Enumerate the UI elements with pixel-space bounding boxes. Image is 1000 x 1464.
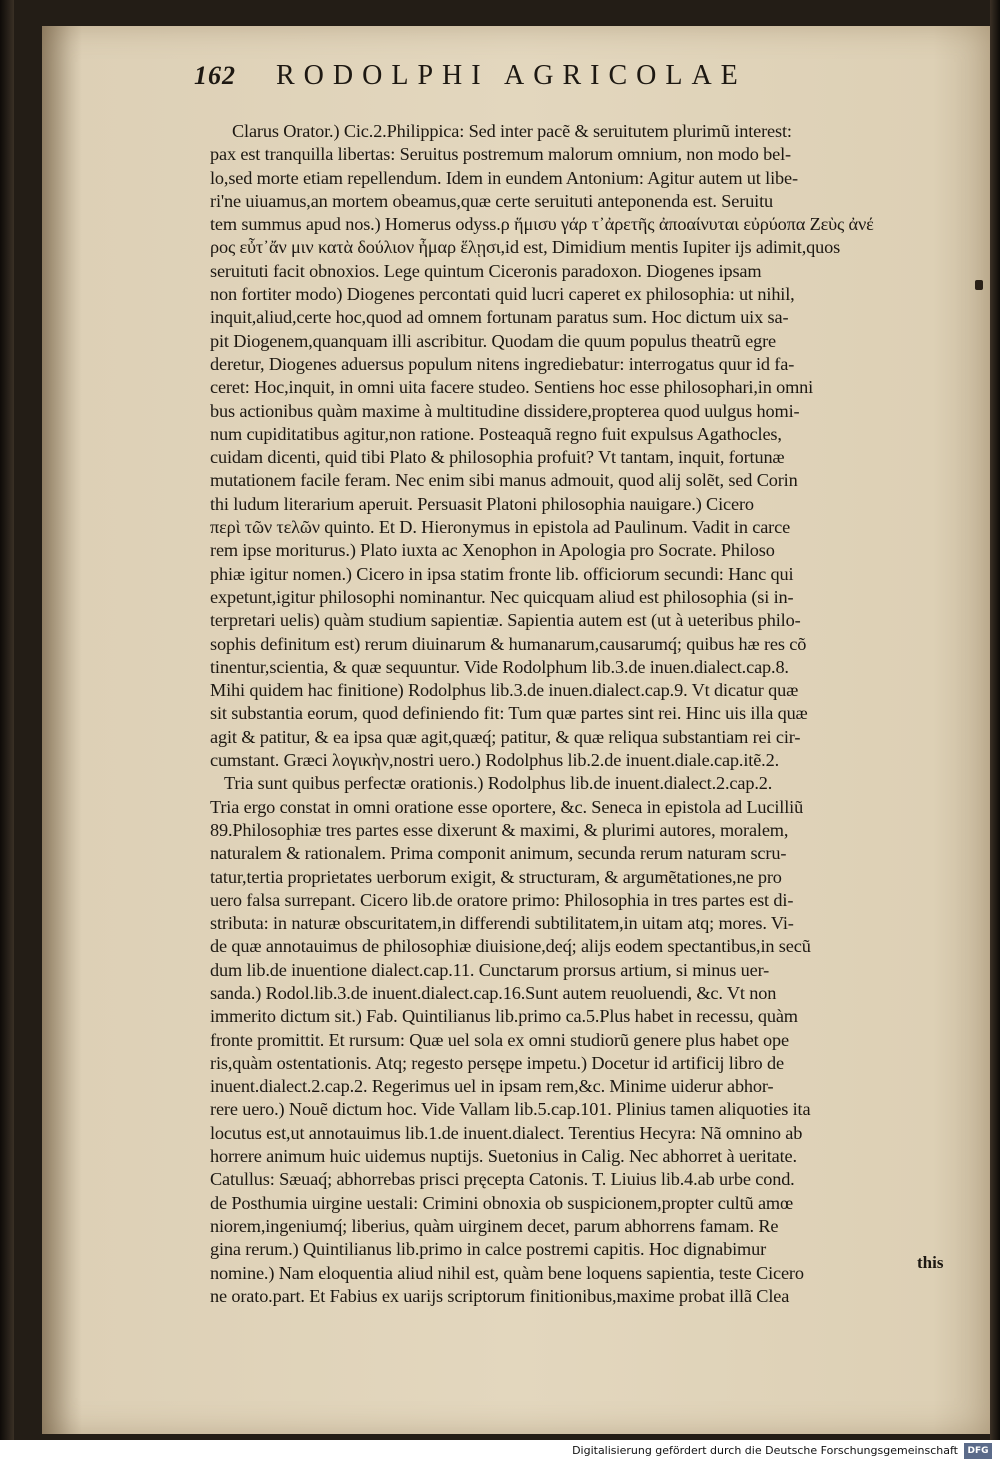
text-line: thi ludum literarium aperuit. Persuasit Platoni philosophia nauigare.) Cicero xyxy=(210,493,754,514)
funding-credit: Digitalisierung gefördert durch die Deutsche Forschungsgemeinschaft xyxy=(572,1444,958,1457)
text-line: sophis definitum est) rerum diuinarum & humanarum,causarumq́; quibus hæ res cõ xyxy=(210,633,807,654)
text-line: immerito dictum sit.) Fab. Quintilianus lib.primo ca.5.Plus habet in recessu, quàm xyxy=(210,1006,798,1027)
text-line: agit & patitur, & ea ipsa quæ agit,quæq́; patitur, & quæ reliqua substantiam rei cir- xyxy=(210,726,801,747)
text-line: pax est tranquilla libertas: Seruitus postremum malorum omnium, non modo bel- xyxy=(210,144,791,165)
text-line: phiæ igitur nomen.) Cicero in ipsa statim fronte lib. officiorum secundi: Hanc qui xyxy=(210,563,794,584)
text-line: seruituti facit obnoxios. Lege quintum Ciceronis paradoxon. Diogenes ipsam xyxy=(210,260,762,281)
text-line: cuidam dicenti, quid tibi Plato & philosophia profuit? Vt tantam, inquit, fortunæ xyxy=(210,447,785,468)
text-line: expetunt,igitur philosophi nominantur. Nec quicquam aliud est philosophia (si in- xyxy=(210,586,794,607)
catchword: this xyxy=(917,1253,944,1272)
text-line: niorem,ingeniumq́; liberius, quàm uirginem decet, parum abhorrens famam. Re xyxy=(210,1215,779,1236)
text-line: non fortiter modo) Diogenes percontati quid lucri caperet ex philosophia: ut nihil, xyxy=(210,284,795,305)
text-line: ne orato.part. Et Fabius ex uarijs scriptorum finitionibus,maxime probat illã Clea xyxy=(210,1285,790,1306)
text-line: deretur, Diogenes aduersus populum nitens ingrediebatur: interrogatus quur id fa- xyxy=(210,353,795,374)
scan-border-left xyxy=(0,0,14,1440)
text-line: terpretari uelis) quàm studium sapientiæ. Sapientia autem est (ut à ueteribus philo- xyxy=(210,610,801,631)
text-line: ri'ne uiuamus,an mortem obeamus,quæ certe seruituti anteponenda est. Seruitu xyxy=(210,190,774,211)
running-title: RODOLPHI AGRICOLAE xyxy=(276,60,747,91)
text-line: Tria ergo constat in omni oratione esse oportere, &c. Seneca in epistola ad Lucilliũ xyxy=(210,796,804,817)
text-line: tatur,tertia proprietates uerborum exigit, & structuram, & argumẽtationes,ne pro xyxy=(210,866,782,887)
running-head xyxy=(194,60,894,96)
text-line: περὶ τῶν τελῶν quinto. Et D. Hieronymus in epistola ad Paulinum. Vadit in carce xyxy=(210,517,791,538)
text-line: num cupiditatibus agitur,non ratione. Posteaquã regno fuit expulsus Agathocles, xyxy=(210,423,782,444)
text-line: locutus est,ut annotauimus lib.1.de inuent.dialect. Terentius Hecyra: Nã omnino ab xyxy=(210,1122,803,1143)
text-line: mutationem facile feram. Nec enim sibi manus admouit, quod alij solẽt, sed Corin xyxy=(210,470,798,491)
text-line: dum lib.de inuentione dialect.cap.11. Cunctarum prorsus artium, si minus uer- xyxy=(210,959,770,980)
text-line: bus actionibus quàm maxime à multitudine dissidere,propterea quod uulgus homi- xyxy=(210,400,800,421)
text-line: tem summus apud nos.) Homerus odyss.ρ ἥμισυ γάρ τ᾽ἀρετῆς ἀποαίνυται εὐρύοπα Ζεὺς ἀνέ xyxy=(210,214,874,235)
text-line: Clarus Orator.) Cic.2.Philippica: Sed inter pacẽ & seruitutem plurimũ interest: xyxy=(232,121,792,141)
text-line: horrere animum huic uidemus nuptijs. Suetonius in Calig. Nec abhorret à ueritate. xyxy=(210,1146,797,1167)
scan-border-right xyxy=(990,0,1000,1440)
text-line: naturalem & rationalem. Prima componit animum, secunda rerum naturam scru- xyxy=(210,843,787,864)
text-line: uero falsa surrepant. Cicero lib.de oratore primo: Philosophia in tres partes est di- xyxy=(210,889,794,910)
text-line: Catullus: Sæuaq́; abhorrebas prisci pręcepta Catonis. T. Liuius lib.4.ab urbe cond. xyxy=(210,1169,795,1190)
text-line: ρος εὖτ᾽ἄν μιν κατὰ δούλιον ἦμαρ ἕλῃσι,id est, Dimidium mentis Iupiter ijs adimit,quos xyxy=(210,237,841,258)
text-line: ceret: Hoc,inquit, in omni uita facere studeo. Sentiens hoc esse philosophari,in omni xyxy=(210,377,814,398)
text-line: stributa: in naturæ obscuritatem,in differendi subtilitatem,in uitam atq; mores. Vi- xyxy=(210,913,794,934)
ink-mark xyxy=(975,280,983,290)
text-line: rem ipse moriturus.) Plato iuxta ac Xenophon in Apologia pro Socrate. Philoso xyxy=(210,540,775,561)
text-line: gina rerum.) Quintilianus lib.primo in calce postremi capitis. Hoc dignabimur xyxy=(210,1239,767,1260)
text-line: Mihi quidem hac finitione) Rodolphus lib.3.de inuen.dialect.cap.9. Vt dicatur quæ xyxy=(210,680,799,701)
text-line: cumstant. Græci λογικὴν,nostri uero.) Rodolphus lib.2.de inuent.diale.cap.itẽ.2. xyxy=(210,750,779,771)
text-line xyxy=(210,1308,974,1331)
text-line: lo,sed morte etiam repellendum. Idem in eundem Antonium: Agitur autem ut libe- xyxy=(210,167,798,188)
text-line: de Posthumia uirgine uestali: Crimini obnoxia ob suspicionem,propter cultũ amœ xyxy=(210,1192,794,1213)
page-number: 162 xyxy=(194,61,236,90)
text-line: rere uero.) Nouẽ dictum hoc. Vide Vallam lib.5.cap.101. Plinius tamen aliquoties ita xyxy=(210,1099,811,1120)
text-line: 89.Philosophiæ tres partes esse dixerunt & maximi, & plurimi autores, moralem, xyxy=(210,819,789,840)
text-line: nomine.) Nam eloquentia aliud nihil est, quàm bene loquens sapientia, teste Cicero xyxy=(210,1262,804,1283)
gutter-shadow xyxy=(42,26,82,1434)
text-line: inuent.dialect.2.cap.2. Regerimus uel in ipsam rem,&c. Minime uiderur abhor- xyxy=(210,1076,774,1097)
text-line: ris,quàm ostentationis. Atq; regesto persępe impetu.) Docetur id artificij libro de xyxy=(210,1052,784,1073)
text-line: fronte promittit. Et rursum: Quæ uel sola ex omni studiorũ genere plus habet ope xyxy=(210,1029,789,1050)
text-line: sit substantia eorum, quod definiendo fit: Tum quæ partes sint rei. Hinc uis illa quæ xyxy=(210,703,808,724)
text-line: sanda.) Rodol.lib.3.de inuent.dialect.cap.16.Sunt autem reuoluendi, &c. Vt non xyxy=(210,982,777,1003)
dfg-logo: DFG xyxy=(964,1443,992,1459)
text-line: inquit,aliud,certe hoc,quod ad omnem fortunam paratus sum. Hoc dictum uix sa- xyxy=(210,307,789,328)
body-text xyxy=(210,120,974,1331)
text-line: de quæ annotauimus de philosophiæ diuisione,deq́; alijs eodem spectantibus,in secũ xyxy=(210,936,811,957)
text-line: Tria sunt quibus perfectæ orationis.) Rodolphus lib.de inuent.dialect.2.cap.2. xyxy=(224,773,773,794)
digitization-footer xyxy=(0,1440,1000,1464)
text-line: tinentur,scientia, & quæ sequuntur. Vide Rodolphum lib.3.de inuen.dialect.cap.8. xyxy=(210,656,789,677)
text-line: pit Diogenem,quanquam illi ascribitur. Quodam die quum populus theatrũ egre xyxy=(210,330,777,351)
